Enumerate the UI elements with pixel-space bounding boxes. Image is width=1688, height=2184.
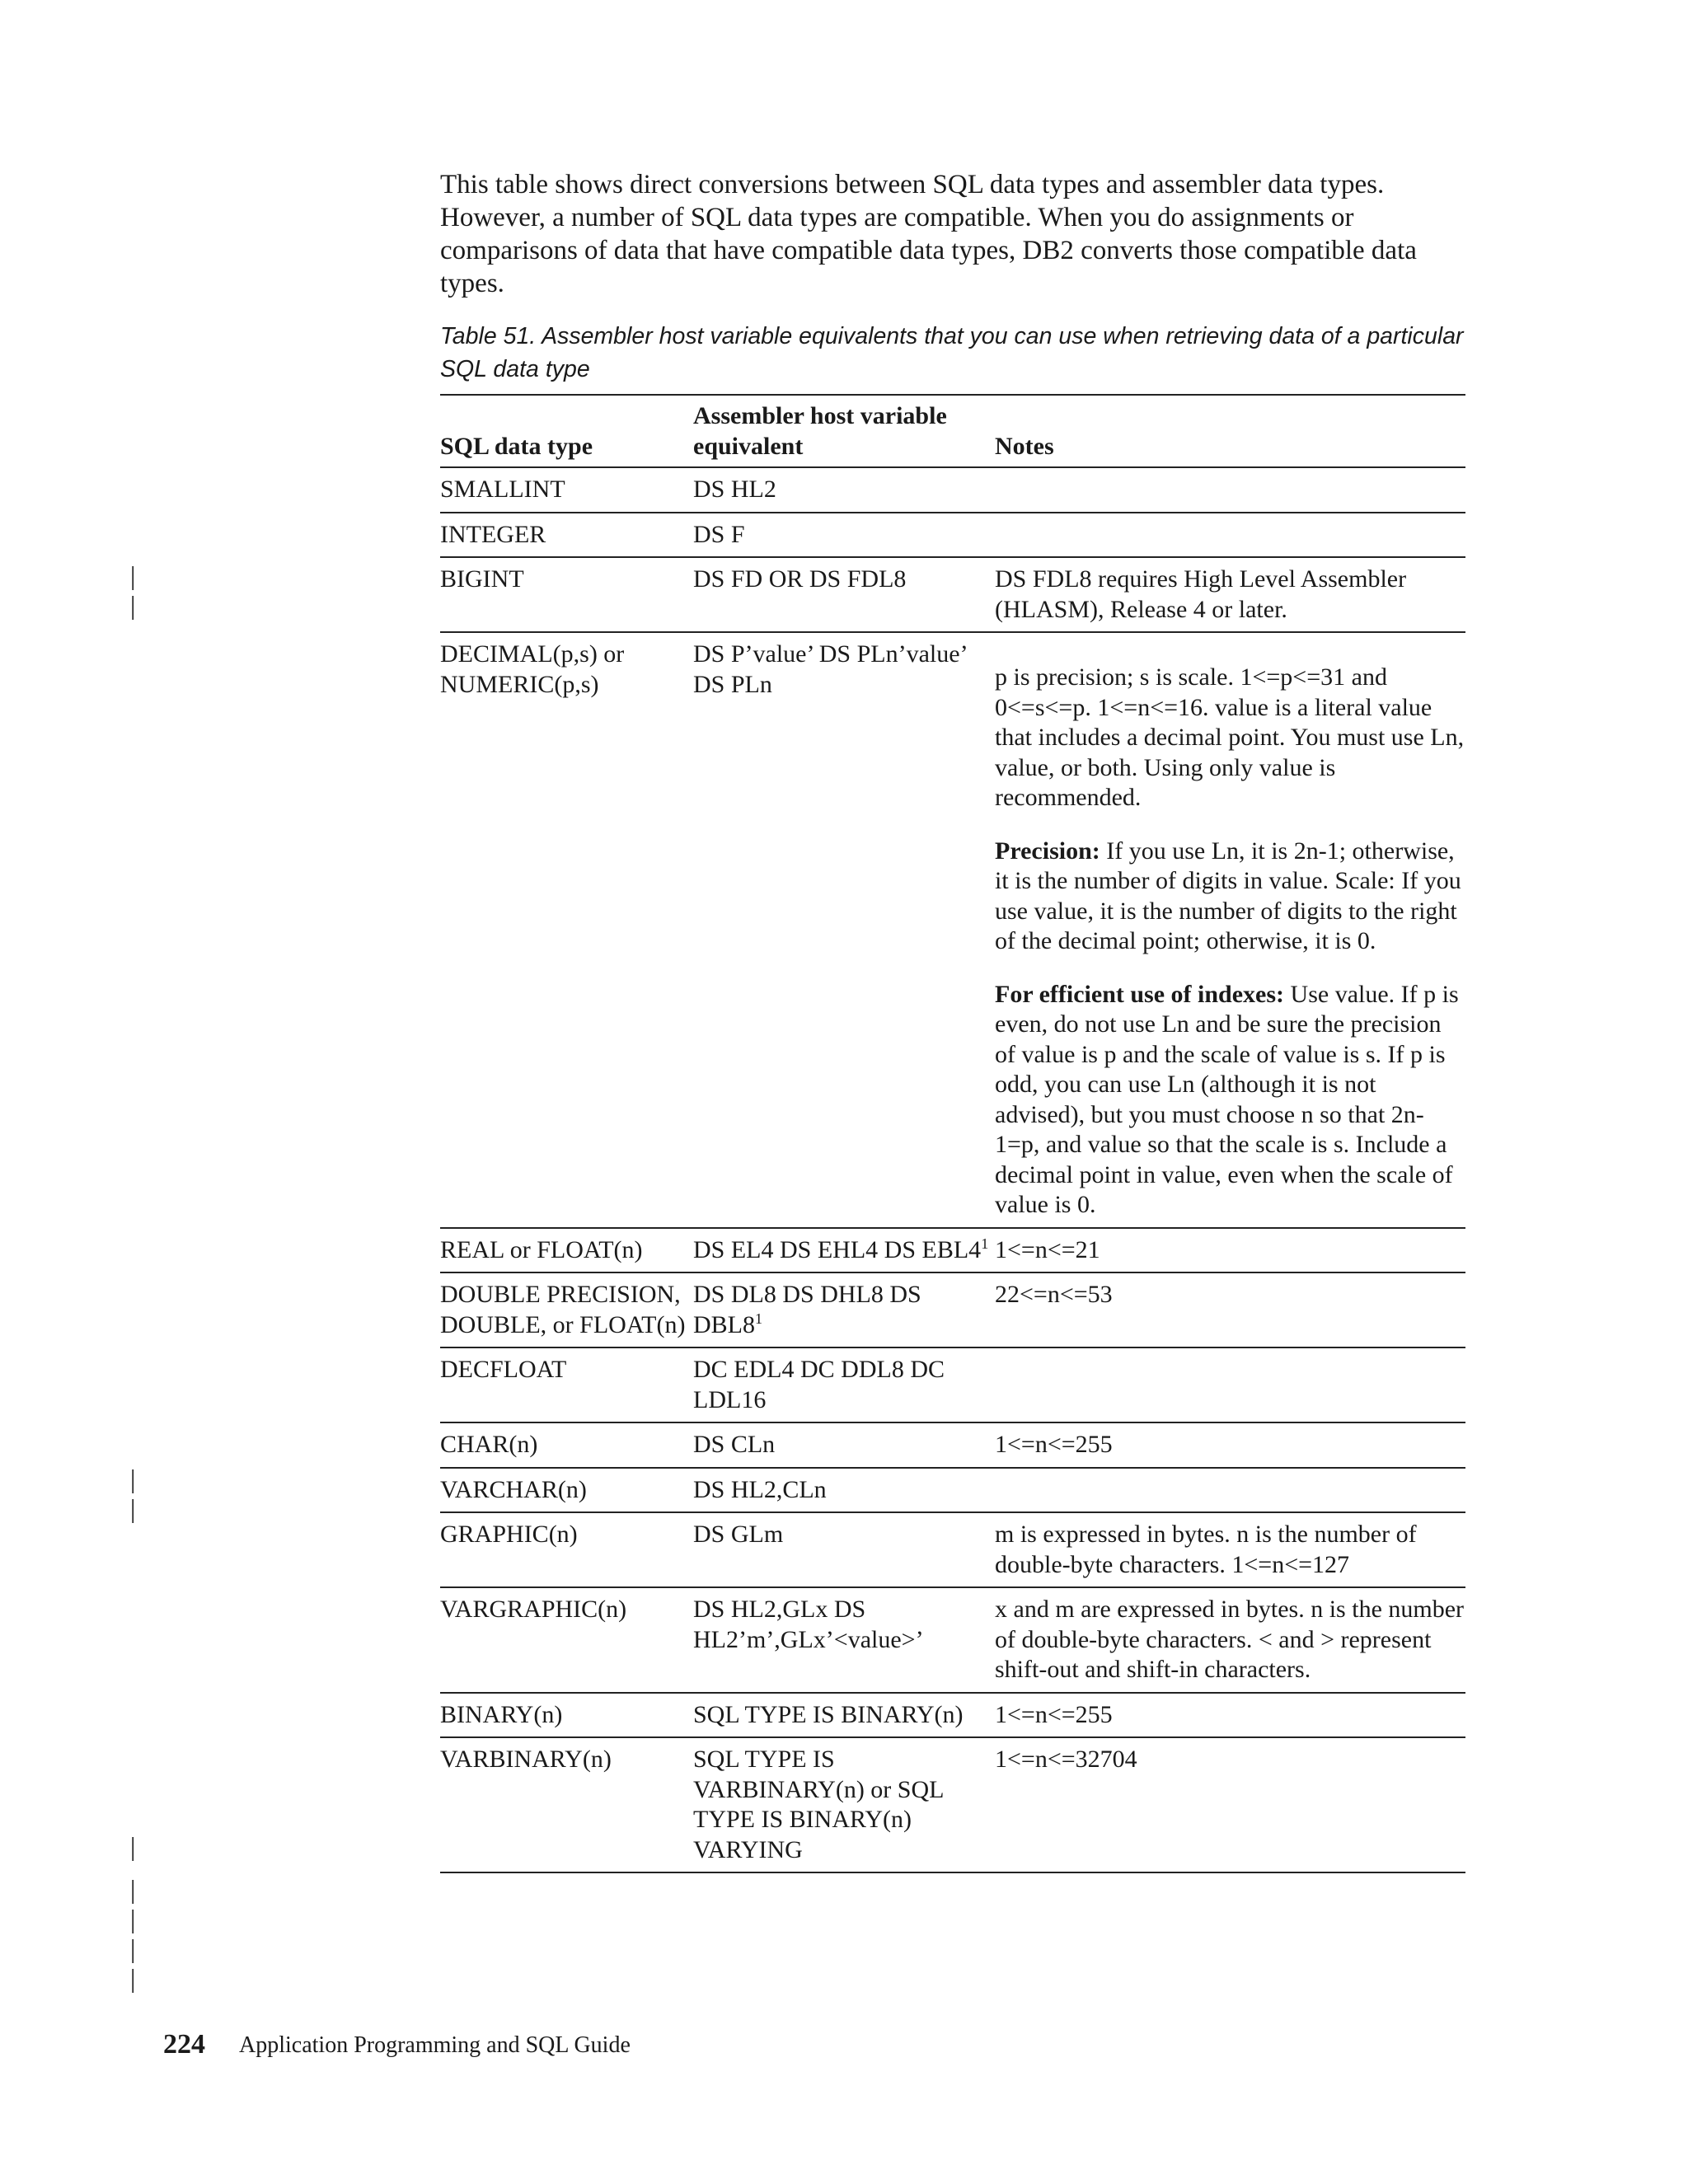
cell-notes: 1<=n<=21 <box>995 1235 1100 1263</box>
footnote-ref: 1 <box>755 1310 762 1327</box>
cell-sql-type: VARCHAR(n) <box>440 1475 587 1503</box>
cell-sql-type: INTEGER <box>440 520 546 548</box>
footnote-ref: 1 <box>981 1235 989 1252</box>
change-bar: | <box>130 1493 136 1523</box>
cell-sql-type: DECFLOAT <box>440 1356 567 1383</box>
cell-sql-type: DECIMAL(p,s) or NUMERIC(p,s) <box>440 640 625 698</box>
cell-asm-equivalent: DS HL2 <box>693 476 776 503</box>
change-bar: | <box>130 1874 136 1904</box>
cell-sql-type: BIGINT <box>440 565 524 593</box>
table-row <box>440 1693 1465 1738</box>
change-bar: | <box>130 1933 136 1963</box>
cell-sql-type: GRAPHIC(n) <box>440 1521 578 1548</box>
cell-asm-equivalent: DS HL2,CLn <box>693 1475 827 1503</box>
cell-notes: DS FDL8 requires High Level Assembler (HLASM), Release 4 or later. <box>995 565 1407 623</box>
table-caption: Table 51. Assembler host variable equivalents that you can use when retrieving data of a particular SQL data type <box>440 323 1464 382</box>
header-notes: Notes <box>995 432 1054 460</box>
cell-notes <box>995 632 1465 1228</box>
cell-notes: m is expressed in bytes. n is the number of double-byte characters. 1<=n<=127 <box>995 1521 1417 1578</box>
cell-notes: x and m are expressed in bytes. n is the number of double-byte characters. < and > represent shift-out and shift-in characters. <box>995 1596 1465 1683</box>
table-header-row <box>440 395 1465 467</box>
cell-asm-equivalent <box>693 1272 995 1347</box>
cell-notes <box>995 513 1465 558</box>
cell-notes: 22<=n<=53 <box>995 1281 1113 1308</box>
asm-text: DS DL8 DS DHL8 DS DBL8 <box>693 1281 921 1338</box>
cell-notes: 1<=n<=255 <box>995 1700 1113 1728</box>
cell-sql-type: CHAR(n) <box>440 1431 538 1458</box>
cell-sql-type: VARGRAPHIC(n) <box>440 1596 627 1623</box>
table-row <box>440 1587 1465 1693</box>
table-row <box>440 1737 1465 1872</box>
change-bar: | <box>130 1963 136 1993</box>
cell-asm-equivalent: SQL TYPE IS VARBINARY(n) or SQL TYPE IS BINARY(n) VARYING <box>693 1746 944 1863</box>
change-bar: | <box>130 1904 136 1933</box>
cell-notes: 1<=n<=32704 <box>995 1746 1137 1773</box>
note-paragraph: p is precision; s is scale. 1<=p<=31 and 0<=s<=p. 1<=n<=16. value is a literal value that includes a decimal point. You must use Ln, value, or both. Using only value is recommended. <box>995 663 1465 811</box>
header-sql-data-type: SQL data type <box>440 432 593 460</box>
cell-asm-equivalent: SQL TYPE IS BINARY(n) <box>693 1700 964 1728</box>
cell-asm-equivalent: DS P’value’ DS PLn’value’ DS PLn <box>693 640 967 698</box>
table-row <box>440 513 1465 558</box>
intro-paragraph: This table shows direct conversions between SQL data types and assembler data types. However, a number of SQL data types are compatible. When you do assignments or comparisons of data that have compatible data types, DB2 converts those compatible data types. <box>440 170 1417 298</box>
table-row <box>440 1347 1465 1422</box>
note-text: Use value. If p is even, do not use Ln and be sure the precision of value is p and the scale of value is s. If p is odd, you can use Ln (although it is not advised), but you must choose n so that 2n-1=p, and value so that the scale is s. Include a decimal point in value, even when the scale of value is 0. <box>995 980 1459 1218</box>
cell-notes: 1<=n<=255 <box>995 1431 1113 1458</box>
cell-sql-type: BINARY(n) <box>440 1700 563 1728</box>
cell-sql-type: DOUBLE PRECISION, DOUBLE, or FLOAT(n) <box>440 1281 686 1338</box>
cell-sql-type: REAL or FLOAT(n) <box>440 1235 643 1263</box>
cell-asm-equivalent: DC EDL4 DC DDL8 DC LDL16 <box>693 1356 945 1413</box>
note-paragraph <box>995 980 1465 1221</box>
note-label: For efficient use of indexes: <box>995 980 1285 1008</box>
change-bar: | <box>130 590 136 620</box>
cell-sql-type: VARBINARY(n) <box>440 1746 612 1773</box>
change-bar: | <box>130 1831 136 1861</box>
book-title: Application Programming and SQL Guide <box>239 2032 631 2058</box>
table-row <box>440 1272 1465 1347</box>
note-paragraph <box>995 837 1465 957</box>
change-bar: | <box>130 1464 136 1493</box>
table-row <box>440 467 1465 513</box>
cell-asm-equivalent: DS HL2,GLx DS HL2’m’,GLx’<value>’ <box>693 1596 924 1653</box>
note-label: Precision: <box>995 837 1100 865</box>
header-assembler-equivalent: Assembler host variable equivalent <box>693 402 947 460</box>
cell-asm-equivalent <box>693 1228 995 1273</box>
conversion-table <box>440 394 1465 1873</box>
change-bar: | <box>130 560 136 590</box>
table-row <box>440 632 1465 1228</box>
cell-sql-type: SMALLINT <box>440 476 565 503</box>
table-row <box>440 1512 1465 1587</box>
page-number: 224 <box>163 2029 205 2060</box>
note-text: If you use Ln, it is 2n-1; otherwise, it is the number of digits in value. Scale: If you use value, it is the number of digits to the right of the decimal point; otherwise, it is 0. <box>995 837 1461 954</box>
table-row <box>440 1468 1465 1513</box>
cell-asm-equivalent: DS CLn <box>693 1431 776 1458</box>
cell-asm-equivalent: DS GLm <box>693 1521 784 1548</box>
cell-asm-equivalent: DS FD OR DS FDL8 <box>693 565 907 593</box>
cell-notes <box>995 1347 1465 1422</box>
cell-asm-equivalent: DS F <box>693 520 745 548</box>
table-row <box>440 1422 1465 1468</box>
table-row <box>440 1228 1465 1273</box>
cell-notes <box>995 1468 1465 1513</box>
cell-notes <box>995 467 1465 513</box>
asm-text: DS EL4 DS EHL4 DS EBL4 <box>693 1235 982 1263</box>
table-row <box>440 557 1465 632</box>
